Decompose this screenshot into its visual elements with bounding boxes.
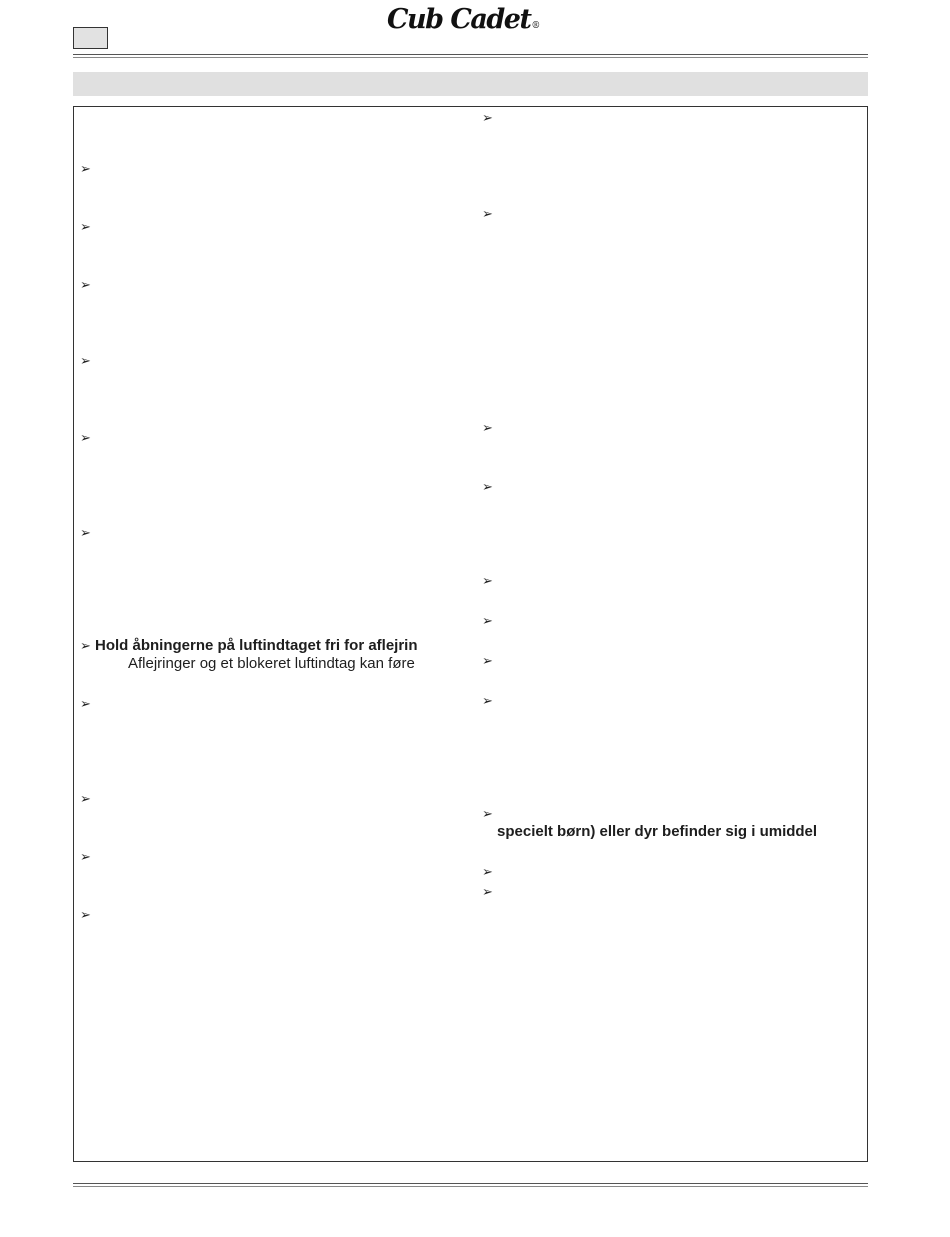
airflow-warning-text: Aflejringer og et blokeret luftindtag kan føre bbox=[128, 655, 415, 672]
section-title-band bbox=[73, 72, 868, 96]
bystander-warning-text: specielt børn) eller dyr befinder sig i umiddel bbox=[497, 823, 818, 840]
header-rule bbox=[73, 54, 868, 55]
arrowhead-bullet-icon: ➢ bbox=[482, 111, 493, 126]
page-number-box bbox=[73, 27, 108, 49]
arrowhead-bullet-icon: ➢ bbox=[80, 526, 91, 541]
logo-registered-mark: ® bbox=[531, 21, 541, 31]
airflow-warning-heading: Hold åbningerne på luftindtaget fri for aflejrin bbox=[95, 637, 418, 654]
arrowhead-bullet-icon: ➢ bbox=[482, 207, 493, 222]
arrowhead-bullet-icon: ➢ bbox=[80, 220, 91, 235]
footer-rule bbox=[73, 1183, 868, 1184]
arrowhead-bullet-icon: ➢ bbox=[80, 354, 91, 369]
arrowhead-bullet-icon: ➢ bbox=[482, 421, 493, 436]
arrowhead-bullet-icon: ➢ bbox=[80, 162, 91, 177]
arrowhead-bullet-icon: ➢ bbox=[80, 850, 91, 865]
arrowhead-bullet-icon: ➢ bbox=[482, 865, 493, 880]
arrowhead-bullet-icon: ➢ bbox=[80, 431, 91, 446]
arrowhead-bullet-icon: ➢ bbox=[80, 278, 91, 293]
footer-rule-thin bbox=[73, 1186, 868, 1187]
arrowhead-bullet-icon: ➢ bbox=[482, 574, 493, 589]
arrowhead-bullet-icon: ➢ bbox=[80, 908, 91, 923]
arrowhead-bullet-icon: ➢ bbox=[482, 885, 493, 900]
arrowhead-bullet-icon: ➢ bbox=[482, 480, 493, 495]
content-frame bbox=[73, 106, 868, 1162]
arrowhead-bullet-icon: ➢ bbox=[80, 639, 91, 654]
arrowhead-bullet-icon: ➢ bbox=[482, 694, 493, 709]
header-rule-thin bbox=[73, 57, 868, 58]
arrowhead-bullet-icon: ➢ bbox=[80, 697, 91, 712]
arrowhead-bullet-icon: ➢ bbox=[80, 792, 91, 807]
arrowhead-bullet-icon: ➢ bbox=[482, 614, 493, 629]
arrowhead-bullet-icon: ➢ bbox=[482, 654, 493, 669]
arrowhead-bullet-icon: ➢ bbox=[482, 807, 493, 822]
brand-logo bbox=[387, 4, 540, 35]
logo-text: Cub Cadet bbox=[387, 4, 531, 35]
